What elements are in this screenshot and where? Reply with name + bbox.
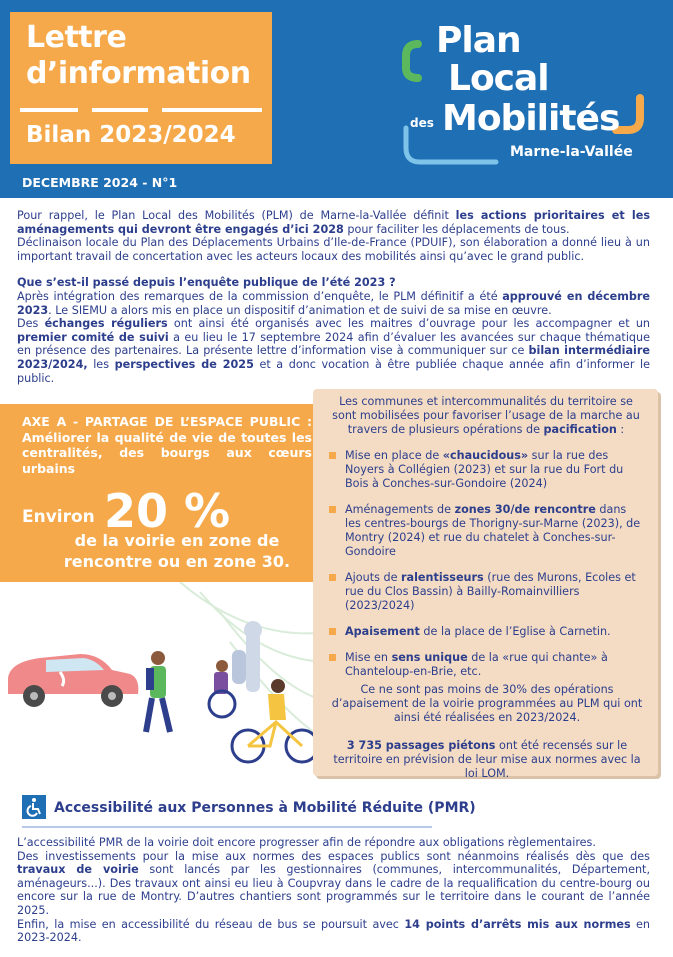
title-dashes (10, 108, 272, 112)
title-box (10, 12, 272, 164)
title-information: d’information (26, 56, 251, 91)
logo-local: Local (448, 58, 549, 99)
plm-logo (396, 20, 656, 175)
header-banner (0, 0, 673, 198)
pacification-list (325, 449, 645, 679)
intro-section (17, 209, 650, 385)
axe-a-box (0, 404, 322, 582)
list-item: Mise en sens unique de la «rue qui chante» à Chanteloup-en-Brie, etc. (325, 651, 645, 679)
logo-plan: Plan (436, 20, 521, 61)
intro-question: Que s’est-il passé depuis l’enquête publique de l’été 2023 ? (17, 276, 396, 290)
pmr-paragraph-3: Enfin, la mise en accessibilité du réseau de bus se poursuit avec 14 points d’arrêts mis aux normes en 2023-2024. (17, 917, 650, 945)
title-lettre: Lettre (26, 20, 127, 55)
intro-paragraph-3: Après intégration des remarques de la commission d’enquête, le PLM définitif a été approuvé en décembre 2023. Le SIEMU a alors mis en place un dispositif d’animation et de suivi de sa mise en œuvre. (17, 289, 650, 317)
logo-place: Marne-la-Vallée (510, 144, 633, 160)
street-illustration (0, 582, 330, 780)
pacification-summary: Ce ne sont pas moins de 30% des opérations d’apaisement de la voirie programmées au PLM qui ont ainsi été réalisées en 2023/2024. (331, 683, 643, 724)
list-item: Ajouts de ralentisseurs (rue des Murons, Ecoles et rue du Clos Bassin) à Bailly-Romainvilliers (2023/2024) (325, 571, 645, 613)
pacification-box (313, 389, 658, 780)
pmr-divider (22, 826, 432, 828)
crossings-stat: 3 735 passages piétons ont été recensés sur le territoire en prévision de leur mise aux normes avec la loi LOM. (333, 739, 641, 780)
pmr-paragraph-2: Des investissements pour la mise aux normes des espaces publics sont néanmoins réalisés dès que des travaux de voirie sont lancés par les gestionnaires (communes, intercommunalités, Département, aménageurs...). Des travaux ont ainsi eu lieu à Coupvray dans le cadre de la requalification du centre-bourg ou encore sur la rue de Montry. D’autres chantiers sont programmés sur le territoire dans le courant de l’année 2025. (17, 849, 650, 917)
list-item: Apaisement de la place de l’Eglise à Carnetin. (325, 625, 645, 639)
list-item: Aménagements de zones 30/de rencontre dans les centres-bourgs de Thorigny-sur-Marne (2023), de Montry (2024) et rue du chatelet à Conches-sur-Gondoire (325, 503, 645, 559)
intro-paragraph-1: Pour rappel, le Plan Local des Mobilités (PLM) de Marne-la-Vallée définit les actions prioritaires et les aménagements qui devront être engagés d’ici 2028 pour faciliter les déplacements de tous. (17, 209, 650, 236)
car-icon (8, 654, 138, 707)
logo-des: des (410, 116, 434, 130)
logo-mobilites: Mobilités (442, 98, 620, 139)
pedestrian-icon (146, 651, 170, 732)
wheelchair-icon (22, 795, 46, 819)
pmr-section (17, 836, 650, 945)
pmr-paragraph-1: L’accessibilité PMR de la voirie doit encore progresser afin de répondre aux obligations règlementaires. (17, 836, 596, 849)
intro-paragraph-2: Déclinaison locale du Plan des Déplacements Urbains d’Ile-de-France (PDUIF), son élaboration a donné lieu à un important travail de concertation avec les acteurs locaux des mobilités ainsi qu’avec le grand public. (17, 236, 650, 263)
wheelchair-user-icon (209, 660, 235, 717)
intro-paragraph-4: Des échanges réguliers ont ainsi été organisés avec les maitres d’ouvrage pour les accompagner et un premier comité de suivi a eu lieu le 17 septembre 2024 afin d’évaluer les avancées sur chaque thématique en présence des partenaires. La présente lettre d’information vise à communiquer sur ce bilan intermédiaire 2023/2024, les perspectives de 2025 et a donc vocation à être publiée chaque année afin d’informer le public. (17, 317, 651, 385)
axe-environ: Environ (22, 507, 95, 527)
issue-date: DECEMBRE 2024 - N°1 (22, 175, 178, 190)
axe-a-title: AXE A - PARTAGE DE L’ESPACE PUBLIC : Améliorer la qualité de vie de toutes les centralités, des bourgs aux cœurs urbains (22, 414, 312, 476)
axe-percent: 20 % (104, 484, 231, 538)
list-item: Mise en place de «chaucidous» sur la rue des Noyers à Collégien (2023) et sur la rue du Fort du Bois à Conches-sur-Gondoire (2024) (325, 449, 645, 491)
pmr-title: Accessibilité aux Personnes à Mobilité Réduite (PMR) (54, 800, 476, 816)
cyclist-icon (232, 679, 318, 762)
axe-statement: de la voirie en zone de rencontre ou en zone 30. (63, 531, 291, 571)
title-bilan: Bilan 2023/2024 (26, 122, 236, 148)
pacification-intro: Les communes et intercommunalités du territoire se sont mobilisées pour favoriser l’usage de la marche au travers de plusieurs opérations de pacification : (332, 395, 640, 436)
